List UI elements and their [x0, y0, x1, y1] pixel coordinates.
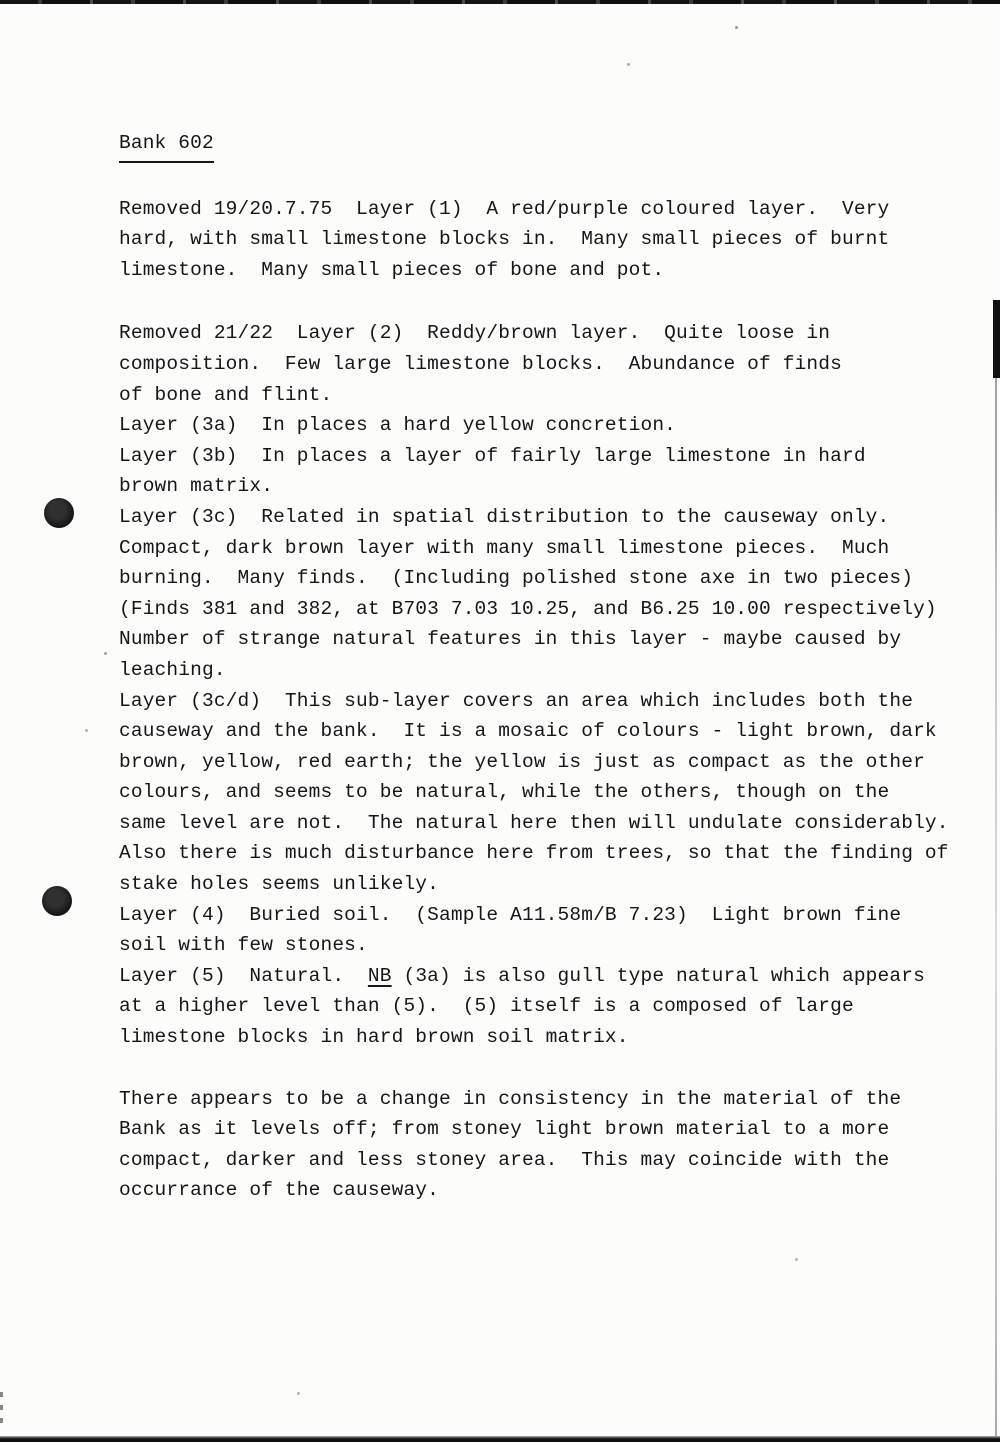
scan-speck	[85, 729, 88, 732]
scan-speck	[104, 652, 107, 655]
scan-edge-top	[0, 0, 1000, 4]
text-line: Removed 21/22 Layer (2) Reddy/brown layer. Quite loose in	[119, 322, 831, 345]
document-content	[119, 128, 989, 1206]
scan-speck	[297, 1392, 300, 1395]
text-segment: Layer (5) Natural.	[119, 964, 368, 987]
scan-speck	[627, 63, 630, 66]
text-line: limestone. Many small pieces of bone and pot.	[119, 258, 665, 281]
text-line: same level are not. The natural here then will undulate considerably.	[119, 811, 949, 834]
scan-edge-bottom	[0, 1436, 1000, 1442]
nb-underlined-text: NB	[367, 964, 392, 987]
text-line: Layer (3c/d) This sub-layer covers an area which includes both the	[119, 689, 914, 712]
hole-punch-bottom	[42, 886, 72, 916]
text-line: stake holes seems unlikely.	[119, 873, 440, 896]
paragraph-bank-consistency	[119, 1084, 989, 1206]
text-line: brown, yellow, red earth; the yellow is just as compact as the other	[119, 750, 925, 773]
text-line: colours, and seems to be natural, while the others, though on the	[119, 781, 890, 804]
text-line: of bone and flint.	[119, 383, 333, 406]
text-line: Compact, dark brown layer with many small limestone pieces. Much	[119, 536, 890, 559]
text-line: occurrance of the causeway.	[119, 1179, 440, 1202]
text-line: There appears to be a change in consistency in the material of the	[119, 1087, 902, 1110]
paragraph-layers-2-to-5	[119, 318, 989, 1052]
scan-edge-left-marks	[0, 1392, 3, 1426]
document-title	[119, 128, 989, 159]
text-line: (Finds 381 and 382, at B703 7.03 10.25, and B6.25 10.00 respectively)	[119, 597, 937, 620]
text-line: compact, darker and less stoney area. This may coincide with the	[119, 1148, 890, 1171]
text-line: soil with few stones.	[119, 934, 368, 957]
text-line: Bank as it levels off; from stoney light brown material to a more	[119, 1118, 890, 1141]
text-line: composition. Few large limestone blocks. Abundance of finds	[119, 352, 842, 375]
scan-speck	[735, 26, 738, 29]
text-segment: (3a) is also gull type natural which appears	[391, 964, 925, 987]
text-line: limestone blocks in hard brown soil matrix.	[119, 1026, 629, 1049]
text-line: Layer (3b) In places a layer of fairly large limestone in hard	[119, 444, 866, 467]
text-line: causeway and the bank. It is a mosaic of colours - light brown, dark	[119, 720, 937, 743]
text-line-with-nb	[119, 961, 989, 992]
scan-edge-right-dark	[993, 300, 1000, 378]
text-line: Number of strange natural features in this layer - maybe caused by	[119, 628, 902, 651]
text-line: Layer (3a) In places a hard yellow concretion.	[119, 414, 677, 437]
text-line: burning. Many finds. (Including polished stone axe in two pieces)	[119, 567, 914, 590]
document-title-text: Bank 602	[119, 128, 214, 163]
paragraph-layer-1	[119, 194, 989, 286]
text-line: Layer (4) Buried soil. (Sample A11.58m/B 7.23) Light brown fine	[119, 903, 902, 926]
text-line: hard, with small limestone blocks in. Many small pieces of burnt	[119, 228, 890, 251]
scan-speck	[795, 1258, 798, 1261]
text-line: Layer (3c) Related in spatial distribution to the causeway only.	[119, 505, 890, 528]
text-line: at a higher level than (5). (5) itself is a composed of large	[119, 995, 854, 1018]
scan-edge-right-line	[995, 378, 997, 1437]
text-line: Removed 19/20.7.75 Layer (1) A red/purple coloured layer. Very	[119, 197, 890, 220]
text-line: brown matrix.	[119, 475, 274, 498]
hole-punch-top	[44, 498, 74, 528]
text-line: leaching.	[119, 658, 226, 681]
text-line: Also there is much disturbance here from trees, so that the finding of	[119, 842, 949, 865]
